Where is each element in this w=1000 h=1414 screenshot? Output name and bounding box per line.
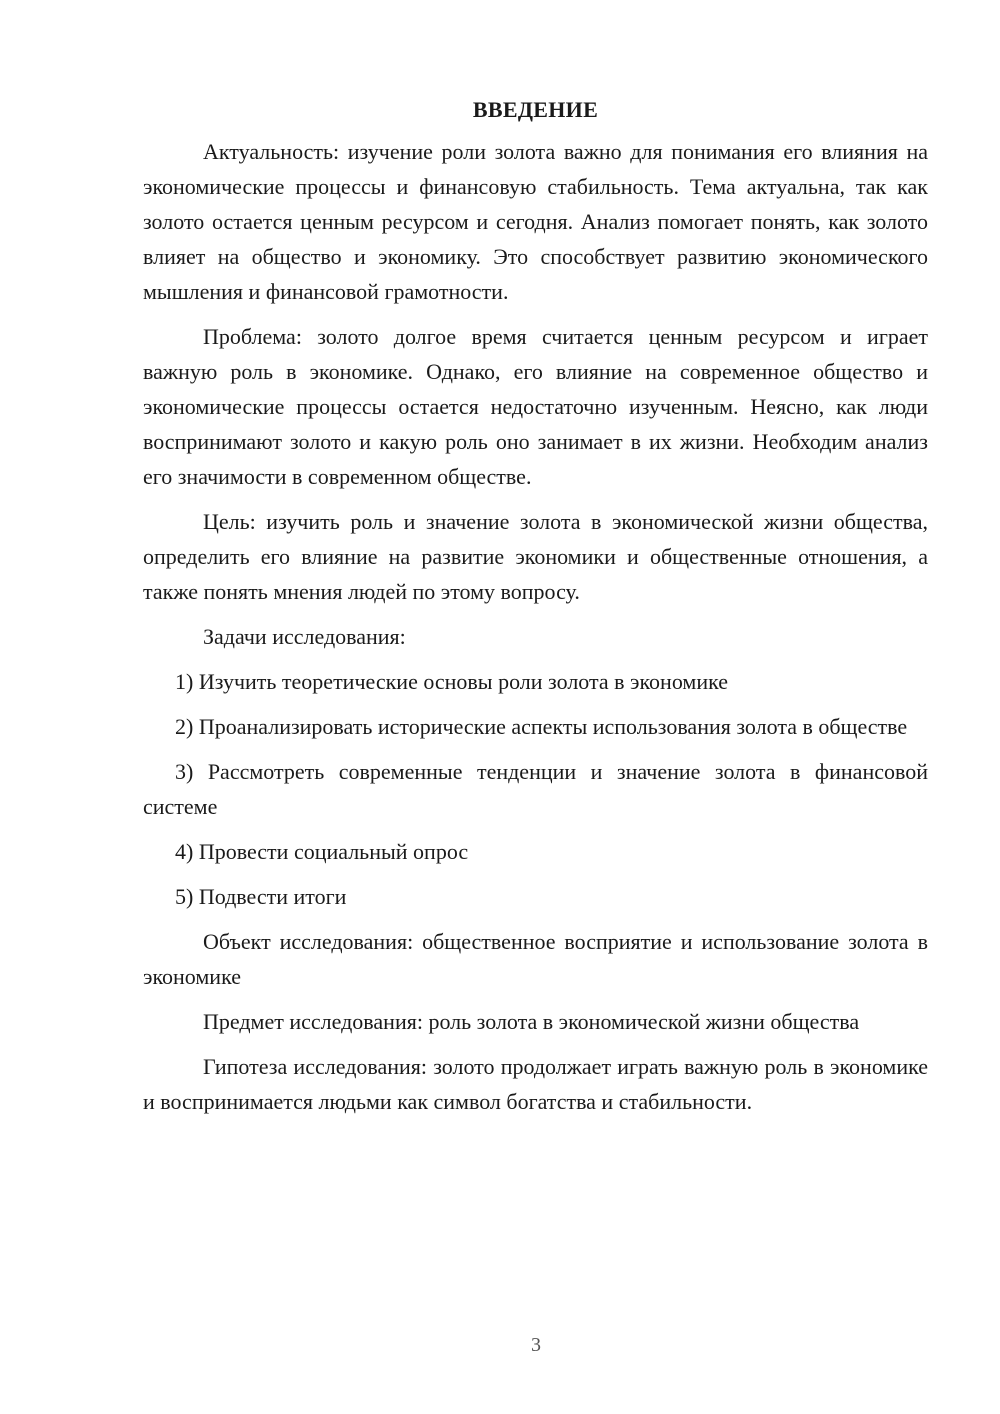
hypothesis-paragraph: Гипотеза исследования: золото продолжает играть важную роль в экономике и воспринимается людьми как символ богатства и стабильности. — [143, 1054, 928, 1114]
object-paragraph: Объект исследования: общественное восприятие и использование золота в экономике — [143, 929, 928, 989]
subject-paragraph: Предмет исследования: роль золота в экономической жизни общества — [203, 1009, 860, 1034]
task-item: 4) Провести социальный опрос — [175, 839, 469, 864]
task-item: 2) Проанализировать исторические аспекты использования золота в обществе — [175, 714, 908, 739]
task-item: 5) Подвести итоги — [175, 884, 347, 909]
page-number: 3 — [531, 1334, 541, 1356]
tasks-heading: Задачи исследования: — [203, 624, 406, 649]
task-item: 1) Изучить теоретические основы роли золота в экономике — [175, 669, 729, 694]
relevance-paragraph: Актуальность: изучение роли золота важно для понимания его влияния на экономические процессы и финансовую стабильность. Тема актуальна, так как золото остается ценным ресурсом и сегодня. Анализ помогает понять, как золото влияет на общество и экономику. Это способствует развитию экономического мышления и финансовой грамотности. — [143, 139, 928, 304]
document-page — [143, 96, 928, 1129]
problem-paragraph: Проблема: золото долгое время считается ценным ресурсом и играет важную роль в экономике. Однако, его влияние на современное общество и экономические процессы остается недостаточно изученным. Неясно, как люди воспринимают золото и какую роль оно занимает в их жизни. Необходим анализ его значимости в современном обществе. — [143, 324, 928, 489]
task-item: 3) Рассмотреть современные тенденции и значение золота в финансовой системе — [143, 759, 928, 819]
section-title: ВВЕДЕНИЕ — [472, 97, 599, 122]
goal-paragraph: Цель: изучить роль и значение золота в экономической жизни общества, определить его влияние на развитие экономики и общественные отношения, а также понять мнения людей по этому вопросу. — [143, 509, 928, 604]
